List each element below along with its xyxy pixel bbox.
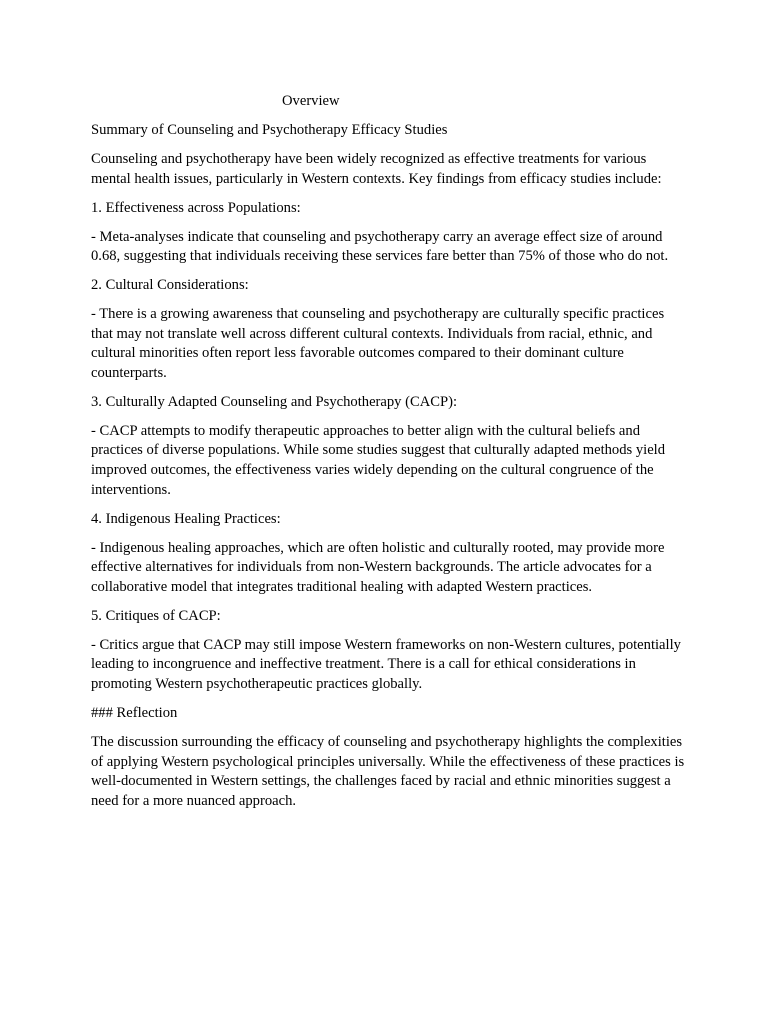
reflection-paragraph: The discussion surrounding the efficacy of counseling and psychotherapy highlights the complexities of applying Western psychological principles universally. While the effectiveness of these practices is well-documented in Western settings, the challenges faced by racial and ethnic minorities suggest a need for a more nuanced approach.: [91, 733, 685, 809]
document-body: [91, 92, 686, 821]
section-heading-cultural-considerations: 2. Cultural Considerations:: [91, 277, 249, 294]
section-heading-cacp: 3. Culturally Adapted Counseling and Psychotherapy (CACP):: [91, 393, 458, 410]
section-heading-effectiveness: 1. Effectiveness across Populations:: [91, 199, 301, 216]
reflection-heading: ### Reflection: [91, 704, 178, 721]
document-title: Overview: [282, 93, 340, 109]
document-subtitle: Summary of Counseling and Psychotherapy Efficacy Studies: [91, 121, 448, 138]
section-body-effectiveness: - Meta-analyses indicate that counseling and psychotherapy carry an average effect size of around 0.68, suggesting that individuals receiving these services fare better than 75% of those who do not.: [91, 228, 669, 265]
section-heading-critiques: 5. Critiques of CACP:: [91, 607, 221, 624]
intro-paragraph: Counseling and psychotherapy have been widely recognized as effective treatments for various mental health issues, particularly in Western contexts. Key findings from efficacy studies include:: [91, 150, 662, 187]
section-body-critiques: - Critics argue that CACP may still impose Western frameworks on non-Western cultures, potentially leading to incongruence and ineffective treatment. There is a call for ethical considerations in promoting Western psychotherapeutic practices globally.: [91, 636, 681, 692]
section-body-indigenous-healing: - Indigenous healing approaches, which are often holistic and culturally rooted, may provide more effective alternatives for individuals from non-Western backgrounds. The article advocates for a collaborative model that integrates traditional healing with adapted Western practices.: [91, 539, 665, 595]
section-body-cacp: - CACP attempts to modify therapeutic approaches to better align with the cultural beliefs and practices of diverse populations. While some studies suggest that culturally adapted methods yield improved outcomes, the effectiveness varies widely depending on the cultural congruence of the interventions.: [91, 422, 666, 498]
section-heading-indigenous-healing: 4. Indigenous Healing Practices:: [91, 510, 281, 527]
section-body-cultural-considerations: - There is a growing awareness that counseling and psychotherapy are culturally specific practices that may not translate well across different cultural contexts. Individuals from racial, ethnic, and cultural minorities often report less favorable outcomes compared to their dominant culture counterparts.: [91, 306, 665, 381]
